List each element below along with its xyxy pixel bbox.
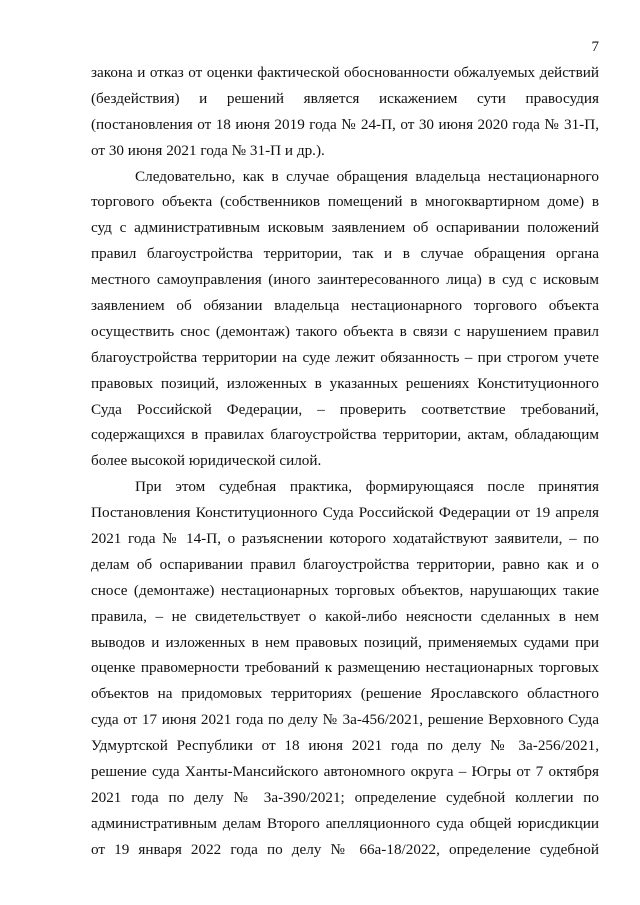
text-line: (постановления от 18 июня 2019 года № 24-П, от 30 июня 2020 года № 31-П, — [91, 115, 599, 133]
text-line: При этом судебная практика, формирующаяся после принятия — [135, 478, 599, 496]
document-body — [91, 60, 599, 863]
page-number: 7 — [591, 39, 599, 55]
text-line: от 30 июня 2021 года № 31-П и др.). — [91, 141, 325, 159]
text-line: правовых позиций, изложенных в указанных решениях Конституционного — [91, 374, 599, 392]
text-line: Следовательно, как в случае обращения владельца нестационарного — [135, 167, 599, 185]
text-line: осуществить снос (демонтаж) такого объекта в связи с нарушением правил — [91, 322, 599, 340]
text-line: от 19 января 2022 года по делу № 66а-18/2022, определение судебной — [91, 840, 599, 858]
text-line: решение суда Ханты-Мансийского автономного округа – Югры от 7 октября — [91, 763, 599, 781]
text-line: закона и отказ от оценки фактической обоснованности обжалуемых действий — [91, 64, 599, 81]
text-line: Удмуртской Республики от 18 июня 2021 года по делу № 3а-256/2021, — [91, 737, 599, 755]
text-line: торгового объекта (собственников помещений в многоквартирном доме) в — [91, 193, 599, 211]
text-line: 2021 года № 14-П, о разъяснении которого ходатайствуют заявители, – по — [91, 530, 599, 548]
text-line: заявлением об обязании владельца нестационарного торгового объекта — [91, 297, 599, 315]
text-line: 2021 года по делу № 3а-390/2021; определение судебной коллегии по — [91, 788, 599, 806]
text-line: оценке правомерности требований к размещению нестационарных торговых — [91, 659, 599, 677]
text-line: более высокой юридической силой. — [91, 452, 322, 470]
text-line: объектов на придомовых территориях (решение Ярославского областного — [91, 685, 599, 703]
text-line: суд с административным исковым заявлением об оспаривании положений — [91, 219, 599, 237]
text-line: выводов и изложенных в нем правовых позиций, применяемых судами при — [91, 633, 599, 651]
text-line: правила, – не свидетельствует о какой-либо неясности сделанных в нем — [91, 607, 599, 625]
text-line: административным делам Второго апелляционного суда общей юрисдикции — [91, 814, 599, 832]
text-line: Постановления Конституционного Суда Российской Федерации от 19 апреля — [91, 504, 599, 522]
text-line: благоустройства территории на суде лежит обязанность – при строгом учете — [91, 348, 599, 366]
text-line: (бездействия) и решений является искажением сути правосудия — [91, 89, 599, 107]
text-line: делам об оспаривании правил благоустройства территории, равно как и о — [91, 555, 599, 573]
text-line: содержащихся в правилах благоустройства территории, актам, обладающим — [91, 426, 599, 444]
text-line: Суда Российской Федерации, – проверить соответствие требований, — [91, 400, 599, 418]
text-line: суда от 17 июня 2021 года по делу № 3а-456/2021, решение Верховного Суда — [91, 711, 599, 729]
text-line: местного самоуправления (иного заинтересованного лица) в суд с исковым — [91, 271, 599, 289]
text-line: сносе (демонтаже) нестационарных торговых объектов, нарушающих такие — [91, 581, 599, 599]
text-line: правил благоустройства территории, так и в случае обращения органа — [91, 245, 599, 263]
